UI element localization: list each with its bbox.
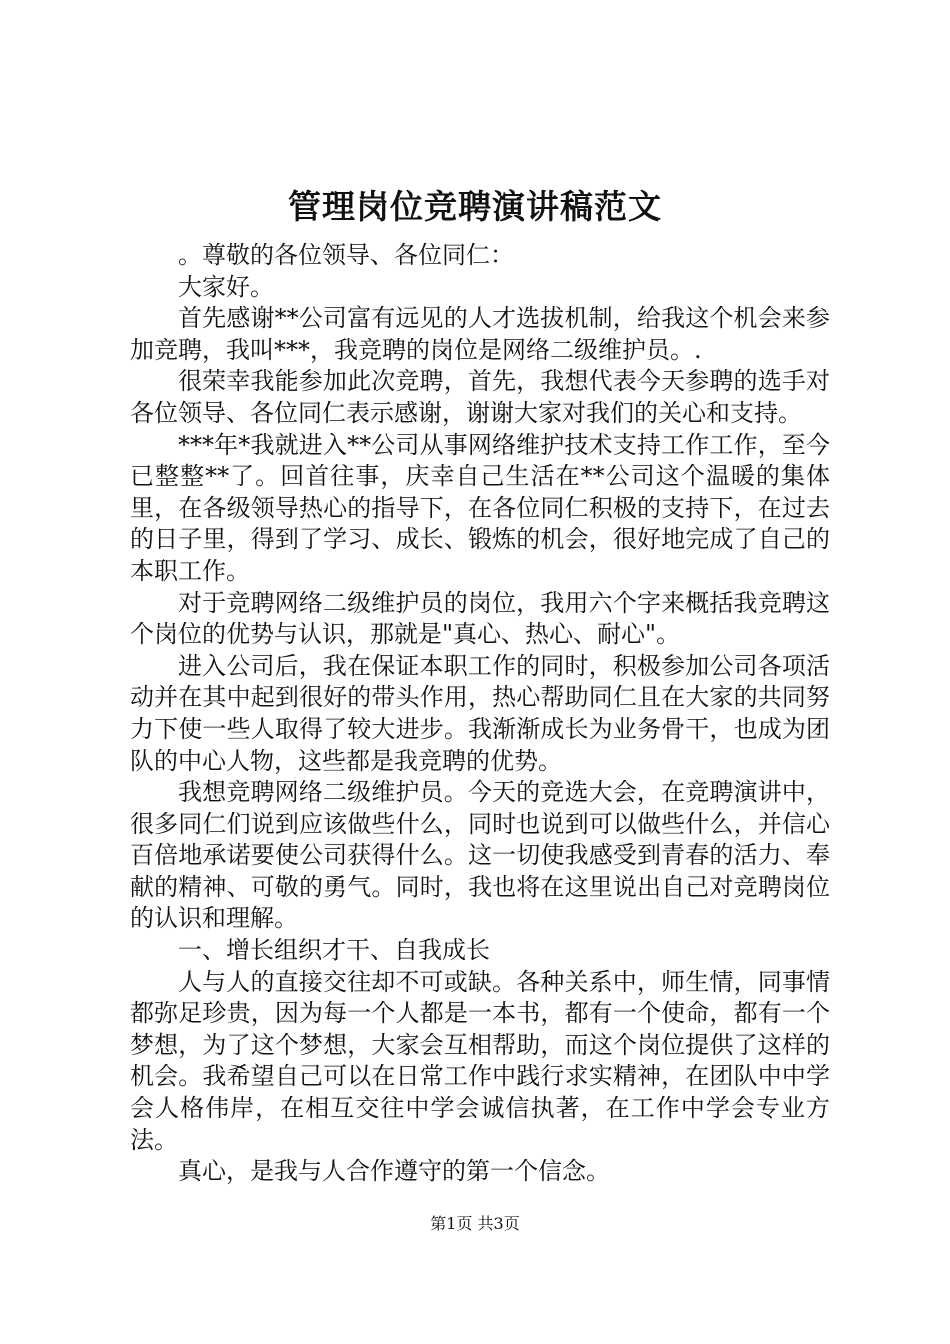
paragraph-thanks-company: 首先感谢**公司富有远见的人才选拔机制，给我这个机会来参加竞聘，我叫***，我竞聘的岗位是网络二级维护员。. [130, 304, 830, 364]
paragraph-hello: 大家好。 [178, 272, 274, 301]
paragraph-greeting: 。尊敬的各位领导、各位同仁： [178, 241, 514, 269]
paragraph-history: ***年*我就进入**公司从事网络维护技术支持工作工作，至今已整整**了。回首往事，庆幸自己生活在**公司这个温暖的集体里，在各级领导热心的指导下，在各位同仁积极的支持下，在过去的日子里，得到了学习、成长、锻炼的机会，很好地完成了自己的本职工作。 [130, 430, 830, 585]
paragraph-six-words: 对于竞聘网络二级维护员的岗位，我用六个字来概括我竞聘这个岗位的优势与认识，那就是"真心、热心、耐心"。 [130, 588, 830, 649]
document-body [130, 240, 830, 1188]
paragraph-sincerity: 真心，是我与人合作遵守的第一个信念。 [178, 1157, 610, 1186]
paragraph-advantages: 进入公司后，我在保证本职工作的同时，积极参加公司各项活动并在其中起到很好的带头作用，热心帮助同仁且在大家的共同努力下使一些人取得了较大进步。我渐渐成长为业务骨干，也成为团队的中心人物，这些都是我竞聘的优势。 [130, 651, 830, 775]
paragraph-understanding: 我想竞聘网络二级维护员。今天的竞选大会，在竞聘演讲中，很多同仁们说到应该做些什么，同时也说到可以做些什么，并信心百倍地承诺要使公司获得什么。这一切使我感受到青春的活力、奉献的精神、可敬的勇气。同时，我也将在这里说出自己对竞聘岗位的认识和理解。 [130, 778, 830, 933]
paragraph-honored: 很荣幸我能参加此次竞聘，首先，我想代表今天参聘的选手对各位领导、各位同仁表示感谢，谢谢大家对我们的关心和支持。 [130, 367, 830, 427]
paragraph-relationships: 人与人的直接交往却不可或缺。各种关系中，师生情，同事情都弥足珍贵，因为每一个人都是一本书，都有一个使命，都有一个梦想，为了这个梦想，大家会互相帮助，而这个岗位提供了这样的机会。我希望自己可以在日常工作中践行求实精神，在团队中中学会人格伟岸，在相互交往中学会诚信执著，在工作中学会专业方法。 [130, 967, 830, 1154]
section-heading-one: 一、增长组织才干、自我成长 [178, 936, 490, 965]
document-title: 管理岗位竞聘演讲稿范文 [288, 187, 662, 226]
page-number-footer: 第1页 共3页 [430, 1214, 520, 1233]
